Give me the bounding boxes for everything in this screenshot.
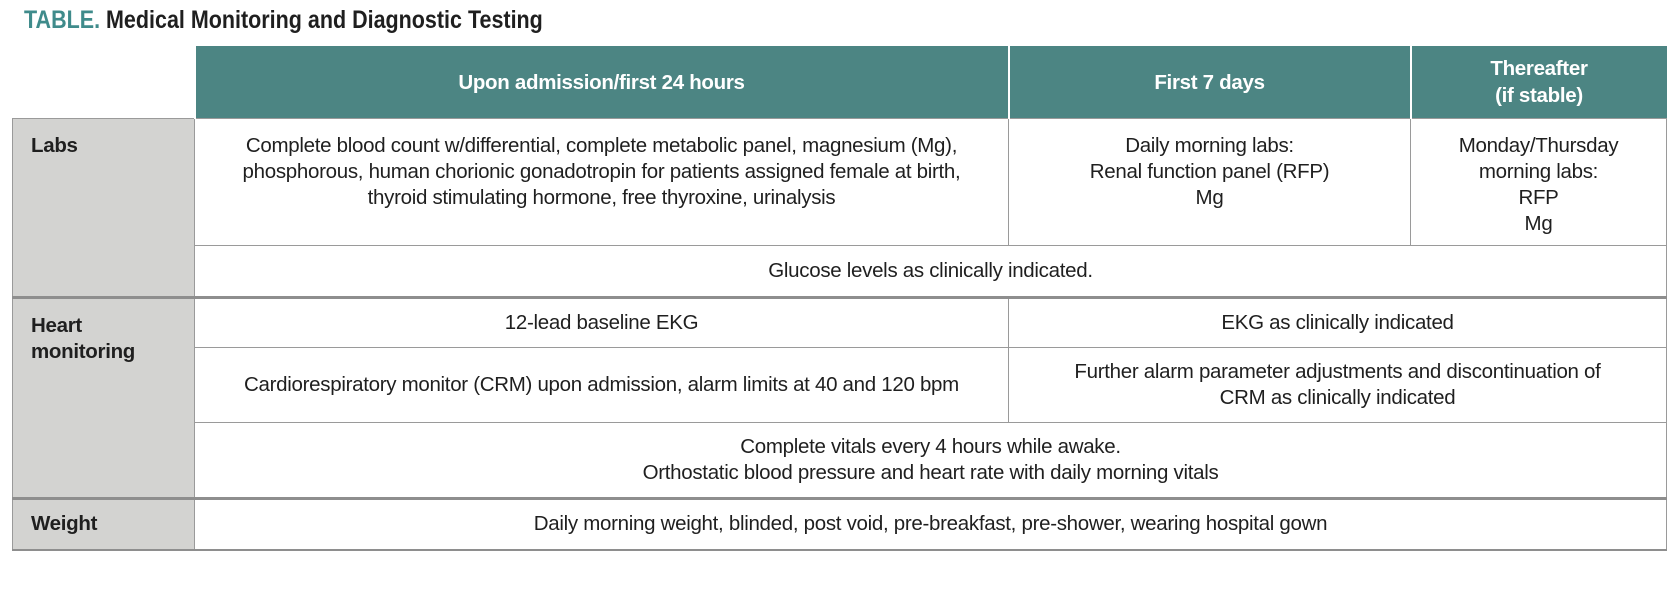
- column-header-thereafter: [1411, 46, 1667, 119]
- row-header-weight: Weight: [13, 499, 195, 550]
- heart-vitals-cell: [195, 423, 1667, 499]
- column-header-thereafter-line2: (if stable): [1495, 84, 1583, 107]
- table-title-lead: TABLE.: [24, 6, 101, 34]
- labs-admission-line: Complete blood count w/differential, complete metabolic panel, magnesium (Mg),: [245, 134, 958, 157]
- heart-vitals-line: Orthostatic blood pressure and heart rate with daily morning vitals: [642, 461, 1219, 484]
- header-row: [13, 46, 1667, 119]
- labs-admission-line: thyroid stimulating hormone, free thyroxine, urinalysis: [367, 186, 836, 209]
- labs-admission-line: phosphorous, human chorionic gonadotropin for patients assigned female at birth,: [242, 160, 961, 183]
- heart-crm-later-line: CRM as clinically indicated: [1219, 386, 1456, 409]
- row-header-heart-line2: monitoring: [31, 340, 136, 363]
- labs-thereafter-line: morning labs:: [1478, 160, 1599, 183]
- heart-crm-later-cell: [1009, 348, 1667, 423]
- labs-first7-line: Mg: [1195, 186, 1224, 209]
- table-row: [13, 348, 1667, 423]
- row-header-labs: Labs: [13, 119, 195, 298]
- labs-thereafter-line: RFP: [1518, 186, 1559, 209]
- heart-crm-admission-cell: Cardiorespiratory monitor (CRM) upon admission, alarm limits at 40 and 120 bpm: [195, 348, 1009, 423]
- heart-ekg-admission-cell: 12-lead baseline EKG: [195, 298, 1009, 348]
- labs-thereafter-line: Mg: [1524, 212, 1553, 235]
- table-row: [13, 246, 1667, 298]
- labs-thereafter-line: Monday/Thursday: [1458, 134, 1619, 157]
- labs-glucose-cell: Glucose levels as clinically indicated.: [195, 246, 1667, 298]
- column-header-admission: Upon admission/first 24 hours: [195, 46, 1009, 119]
- column-header-thereafter-line1: Thereafter: [1490, 57, 1588, 80]
- labs-thereafter-cell: [1411, 119, 1667, 246]
- table-row: [13, 499, 1667, 550]
- monitoring-table: [12, 46, 1667, 551]
- table-row: [13, 298, 1667, 348]
- heart-vitals-line: Complete vitals every 4 hours while awake.: [740, 435, 1121, 458]
- table-title-text: Medical Monitoring and Diagnostic Testing: [106, 6, 543, 34]
- table-row: [13, 423, 1667, 499]
- labs-first-7-days-cell: [1009, 119, 1411, 246]
- column-header-first-7-days: First 7 days: [1009, 46, 1411, 119]
- heart-crm-later-line: Further alarm parameter adjustments and discontinuation of: [1074, 360, 1601, 383]
- labs-first7-line: Daily morning labs:: [1125, 134, 1294, 157]
- row-header-heart-line1: Heart: [31, 314, 82, 337]
- corner-cell: [13, 46, 195, 119]
- table-row: [13, 119, 1667, 246]
- labs-admission-cell: [195, 119, 1009, 246]
- weight-cell: Daily morning weight, blinded, post void, pre-breakfast, pre-shower, wearing hospital gown: [195, 499, 1667, 550]
- heart-ekg-later-cell: EKG as clinically indicated: [1009, 298, 1667, 348]
- labs-first7-line: Renal function panel (RFP): [1089, 160, 1330, 183]
- row-header-heart-monitoring: [13, 298, 195, 499]
- table-title: [24, 6, 543, 35]
